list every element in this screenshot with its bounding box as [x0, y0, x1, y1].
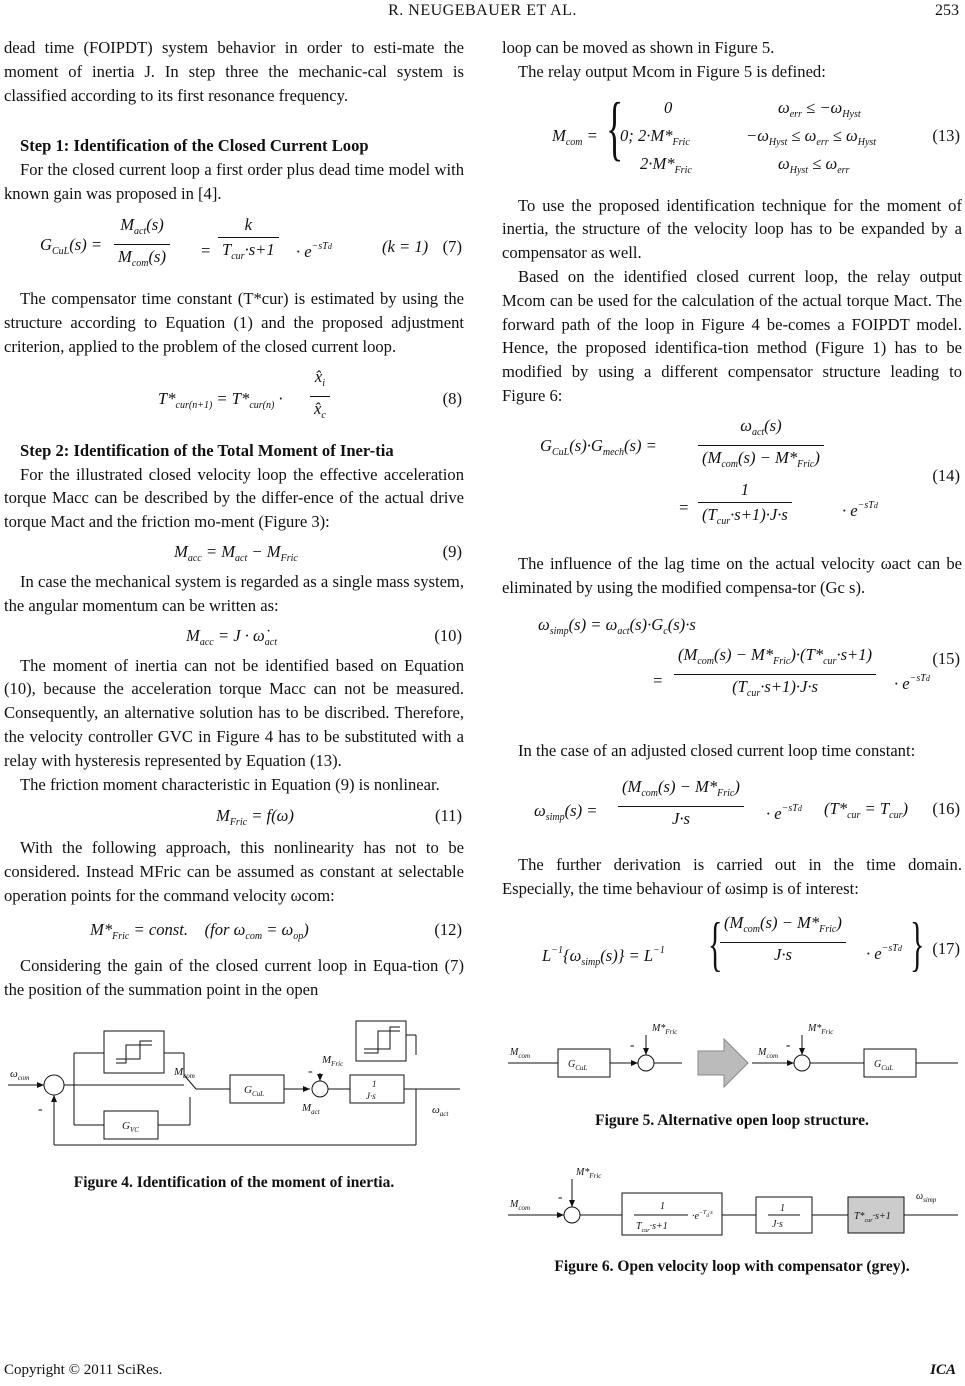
figure-4 [4, 1015, 464, 1163]
equation-number: (16) [932, 799, 960, 819]
svg-text:GCuL: $G_{CuL}$ [244, 1084, 265, 1099]
svg-text:J·s: J·s [772, 1218, 783, 1230]
section-heading: Step 2: Identification of the Total Moment of Iner-tia [20, 440, 394, 460]
equation-number: (15) [932, 649, 960, 669]
figure-6-diagram [502, 1149, 962, 1253]
figure-4-caption: Figure 4. Identification of the moment of inertia. [73, 1174, 395, 1192]
svg-text:GCuL: $G_{CuL}$ [568, 1058, 588, 1072]
equation-number: (9) [442, 541, 462, 561]
svg-text:Mcom: $M_{com}$ [510, 1198, 531, 1212]
svg-text:-: - [786, 1036, 791, 1052]
page-footer [4, 1362, 962, 1379]
svg-text:-: - [558, 1188, 563, 1204]
svg-text:Mact: $M_{act}$ [302, 1102, 320, 1117]
svg-text:M*Fric: $M*_{Fric}$ [808, 1022, 834, 1036]
svg-text:Tcur·s+1: $T_{cur}\cdot s+1$ [636, 1220, 668, 1234]
svg-text:1: 1 [660, 1200, 665, 1212]
equation-number: (7) [442, 237, 462, 257]
paragraph: Considering the gain of the closed current loop in Equa-tion (7) the position of the summation point in the open [4, 955, 464, 999]
equation-number: (10) [434, 625, 462, 645]
page-header [0, 2, 965, 24]
paragraph: dead time (FOIPDT) system behavior in order to esti-mate the moment of inertia J. In step three the mechanic-cal system is classified according to its first resonance frequency. [4, 38, 464, 105]
svg-text:-: - [630, 1036, 635, 1052]
paragraph: The further derivation is carried out in the time domain. Especially, the time behaviour of ωsimp is of interest: [502, 855, 962, 898]
svg-text:ωact: $\omega_{act}$ [432, 1104, 449, 1119]
equation-17: $L^{-1}\{\omega_{simp}(s)\} = L^{-1}$ { $(M_{com}(s) - M*_{Fric})$ J·s · $e^{-sTd}$ } (17) [542, 910, 960, 977]
equation-number: (8) [442, 388, 462, 408]
equation-11: $M_{Fric} = f(\omega)$ (11) [216, 806, 462, 829]
equation-number: (11) [434, 806, 462, 826]
equation-8: $T*_{cur(n+1)} = T*_{cur(n)}$ · $\frac{x̂_i}{x̂_c}$ (8) [158, 366, 462, 421]
svg-text:Mcom: $M_{com}$ [174, 1066, 195, 1081]
equation-number: (14) [932, 465, 960, 485]
svg-text:MFric: $M_{Fric}$ [322, 1054, 344, 1069]
svg-text:1: 1 [372, 1079, 377, 1090]
paragraph: In the case of an adjusted closed current loop time constant: [518, 741, 916, 761]
section-heading: Step 1: Identification of the Closed Current Loop [20, 136, 369, 155]
figure-6 [502, 1149, 962, 1253]
equation-number: (17) [932, 938, 960, 958]
svg-text:GCuL: $G_{CuL}$ [874, 1058, 894, 1072]
paragraph: The influence of the lag time on the actual velocity ωact can be eliminated by using the modified compensa-tor (Gc s). [502, 553, 962, 597]
paragraph: The compensator time constant (T*cur) is estimated by using the structure according to Equation (1) and the proposed adjustment criterion, applied to the problem of the closed current loop. [4, 289, 464, 356]
svg-text:GVC: $G_{VC}$ [122, 1120, 139, 1135]
figure-5-caption: Figure 5. Alternative open loop structure. [595, 1111, 869, 1129]
figure-5 [502, 1015, 962, 1105]
equation-number: (12) [434, 919, 462, 939]
svg-text:Mcom: $M_{com}$ [758, 1046, 779, 1060]
equation-15: $\omega_{simp}(s) = \omega_{act}(s)\cdot G_c(s)\cdot s$ = $(M_{com}(s) - M*_{Fric})\cdot(T*_{cur}\cdot s+1)$ $(T_{cur}\cdot s+1)\cdot J\cdot s$ · $e^{-sTd}$ (15) [538, 615, 960, 700]
equation-16: $\omega_{simp}(s)$ = $(M_{com}(s) - M*_{Fric})$ J·s · $e^{-sTd}$ $(T*_{cur} = T_{cur})$ (16) [534, 777, 960, 828]
paragraph: Based on the identified closed current loop, the relay output Mcom can be used for the calculation of the actual torque Mact. The forward path of the loop in Figure 4 be-comes a FOIPDT model. Hence, the proposed identifica-tion method (Figure 1) has to be modified by using a different compensator structure leading to Figure 6: [502, 266, 962, 405]
equation-14: $G_{CuL}(s)\cdot G_{mech}(s)$ = $\omega_{act}(s)$ $(M_{com}(s) - M*_{Fric})$ = 1 $(T_{cur}\cdot s+1)\cdot J\cdot s$ · $e^{-sTd}$ (14) [540, 415, 960, 527]
figure-4-diagram [4, 1015, 464, 1163]
paragraph: The moment of inertia can not be identified based on Equation (10), because the acceleration torque Macc can not be measured. Consequently, an alternative solution has to be discribed. Therefore, the velocity controller GVC in Figure 4 has to be substituted with a relay with hysteresis represented by Equation (13). [4, 655, 464, 770]
right-column [502, 36, 962, 1278]
journal-name: ICA [930, 1362, 956, 1378]
paragraph: To use the proposed identification technique for the moment of inertia, the structure of the velocity loop has to be expanded by a compensator as well. [502, 195, 962, 263]
copyright: Copyright © 2011 SciRes. [4, 1362, 163, 1378]
paragraph: The friction moment characteristic in Equation (9) is nonlinear. [20, 774, 440, 794]
svg-text:·e−Td·s: $\cdot e^{-T}_d^{\cdot s}$ [692, 1209, 713, 1222]
paragraph: With the following approach, this nonlinearity has not to be considered. Instead MFric can be assumed as constant at selectable operation points for the command velocity ωcom: [4, 838, 464, 905]
svg-text:1: 1 [780, 1202, 785, 1214]
figure-5-diagram [502, 1015, 962, 1105]
svg-text:M*Fric: $M*_{Fric}$ [576, 1166, 602, 1180]
svg-text:ωcom: $\omega_{com}$ [10, 1068, 30, 1083]
svg-text:-: - [308, 1064, 313, 1080]
equation-9: $M_{acc} = M_{act} - M_{Fric}$ (9) [174, 541, 462, 564]
svg-text:ωsimp: $\omega_{simp}$ [916, 1190, 937, 1204]
paragraph: The relay output Mcom in Figure 5 is defined: [518, 61, 826, 81]
paragraph: In case the mechanical system is regarded as a single mass system, the angular momentum can be written as: [4, 571, 464, 615]
paragraph: loop can be moved as shown in Figure 5. [502, 38, 775, 57]
page-number: 253 [935, 2, 959, 19]
paragraph: For the closed current loop a first order plus dead time model with known gain was proposed in [4]. [4, 159, 464, 203]
equation-10: $M_{acc} = J$ · $\omegȧ_{act}$ (10) [186, 625, 462, 648]
equation-number: (13) [932, 125, 960, 145]
equation-13: $M_{com}$ = { 0 0; $2\cdot M*_{Fric}$ $2\cdot M*_{Fric}$ $\omega_{err} \le -\omega_{Hyst}$ $-\omega_{Hyst} \le \omega_{err} \le \omega_{Hyst}$ $\omega_{Hyst} \le \omega_{err}$ (13) [552, 87, 960, 176]
equation-7: $G_{CuL}(s)$ = $M_{act}(s)$ $M_{com}(s)$ = k $T_{cur}\cdot s+1$ · $e^{-sTd}$ (k = 1) (7) [40, 215, 462, 270]
svg-text:M*Fric: $M*_{Fric}$ [652, 1022, 678, 1036]
figure-6-caption: Figure 6. Open velocity loop with compensator (grey). [554, 1257, 910, 1275]
svg-text:Mcom: $M_{com}$ [510, 1046, 531, 1060]
left-column [4, 36, 464, 1195]
svg-text:J·s: J·s [366, 1091, 376, 1102]
svg-text:T*cur·s+1: $T*_{cur}\cdot s+1$ [854, 1210, 891, 1224]
svg-text:-: - [38, 1102, 43, 1118]
paragraph: For the illustrated closed velocity loop the effective acceleration torque Macc can be described by the differ-ence of the actual drive torque Mact and the friction mo-ment (Figure 3): [4, 464, 464, 532]
equation-12: $M*_{Fric}$ = const. (for $\omega_{com} = \omega_{op}$) (12) [90, 919, 462, 942]
running-title: R. NEUGEBAUER ET AL. [388, 2, 577, 19]
